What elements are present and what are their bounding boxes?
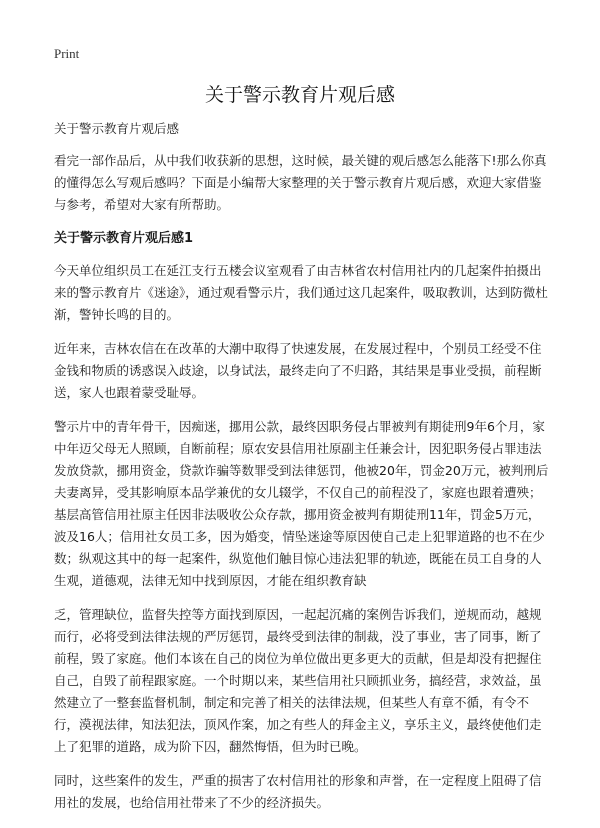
document-subtitle: 关于警示教育片观后感 — [54, 121, 180, 136]
body-paragraph: 同时，这些案件的发生，严重的损害了农村信用社的形象和声誉，在一定程度上阻碍了信用社的发展，也给信用社带来了不少的经济损失。 — [54, 773, 542, 810]
body-paragraph: 近年来，吉林农信在在改革的大潮中取得了快速发展，在发展过程中，个别员工经受不住金钱和物质的诱惑误入歧途，以身试法，最终走向了不归路，其结果是事业受损，前程断送，家人也跟着蒙受耻辱。 — [54, 341, 542, 400]
print-link[interactable]: Print — [54, 46, 80, 61]
body-paragraph: 今天单位组织员工在延江支行五楼会议室观看了由吉林省农村信用社内的几起案件拍摄出来的警示教育片《迷途》，通过观看警示片，我们通过这几起案件，吸取教训，达到防微杜渐，警钟长鸣的目的。 — [54, 263, 548, 322]
page-title: 关于警示教育片观后感 — [204, 84, 395, 106]
document-body — [54, 118, 550, 826]
intro-paragraph: 看完一部作品后，从中我们收获新的思想，这时候，最关键的观后感怎么能落下!那么你真的懂得怎么写观后感吗？下面是小编帮大家整理的关于警示教育片观后感，欢迎大家借鉴与参考，希望对大家有所帮助。 — [54, 153, 547, 212]
body-paragraph: 警示片中的青年骨干，因痴迷，挪用公款，最终因职务侵占罪被判有期徒刑9年6个月，家中年迈父母无人照顾，自断前程；原农安县信用社原副主任兼会计，因犯职务侵占罪违法发放贷款，挪用资金，贷款诈骗等数罪受到法律惩罚，他被20年，罚金20万元，被判刑后夫妻离异，受其影响原本品学兼优的女儿辍学，不仅自己的前程没了，家庭也跟着遭殃；基层高管信用社原主任因非法吸收公众存款，挪用资金被判有期徒刑11年，罚金5万元，波及16人；信用社女员工多，因为婚变，情坠迷途等原因使自己走上犯罪道路的也不在少数；纵观这其中的每一起案件，纵览他们触目惊心违法犯罪的轨迹，既能在员工自身的人生观，道德观，法律无知中找到原因，才能在组织教育缺 — [54, 419, 549, 588]
body-paragraph: 乏，管理缺位，监督失控等方面找到原因，一起起沉痛的案例告诉我们，逆规而动，越规而行，必将受到法律法规的严厉惩罚，最终受到法律的制裁，没了事业，害了同事，断了前程，毁了家庭。他们本该在自己的岗位为单位做出更多更大的贡献，但是却没有把握住自己，自毁了前程跟家庭。一个时期以来，某些信用社只顾抓业务，搞经营，求效益，虽然建立了一整套监督机制，制定和完善了相关的法律法规，但某些人有章不循，有令不行，漠视法律，知法犯法，顶风作案，加之有些人的拜金主义，享乐主义，最终使他们走上了犯罪的道路，成为阶下囚，翻然悔悟，但为时已晚。 — [54, 607, 542, 754]
section-heading: 关于警示教育片观后感1 — [54, 231, 194, 246]
